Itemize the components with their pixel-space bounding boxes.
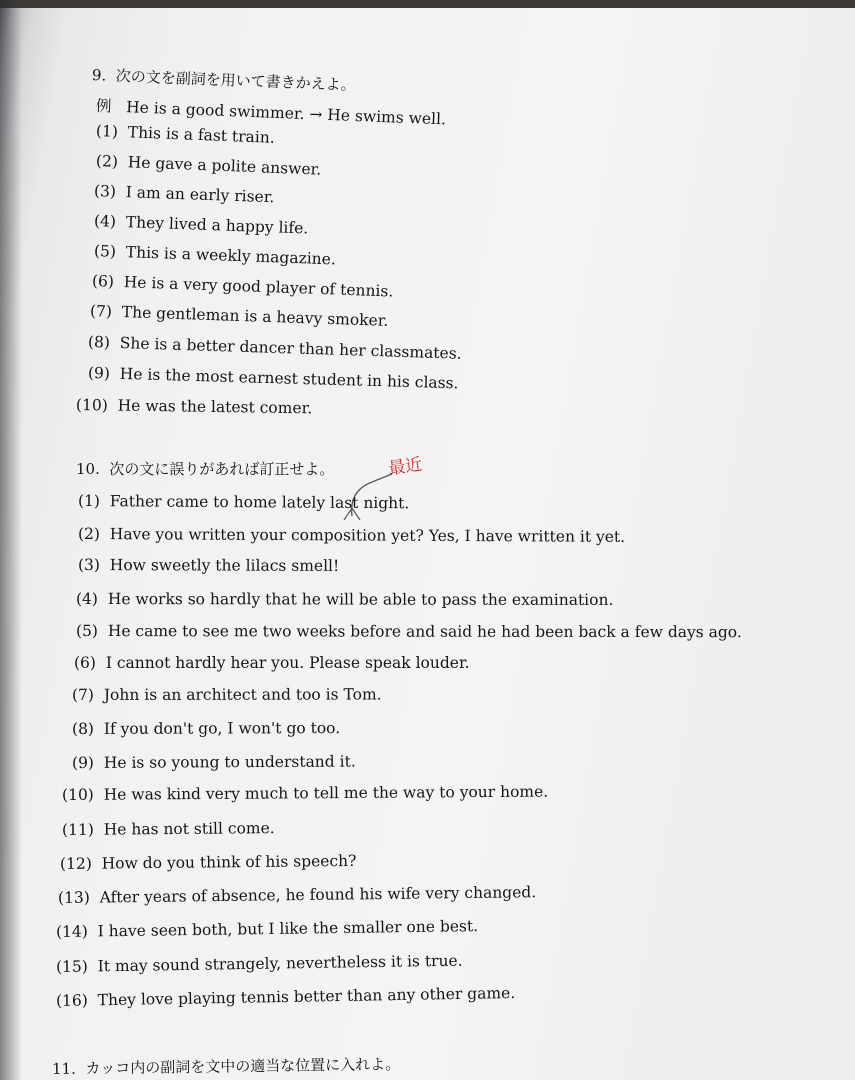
- section-10-item-3: [78, 556, 339, 575]
- item-text: He gave a polite answer.: [127, 153, 322, 179]
- item-text: If you don't go, I won't go too.: [103, 719, 341, 738]
- item-text: How sweetly the lilacs smell!: [109, 556, 340, 575]
- item-number: (1): [95, 122, 119, 141]
- item-text: I cannot hardly hear you. Please speak louder.: [105, 654, 470, 672]
- section-10-item-10: [62, 783, 548, 804]
- section-10-item-5: [76, 622, 742, 641]
- section-9-instruction: 次の文を副詞を用いて書きかえよ。: [115, 66, 357, 95]
- section-11-instruction: カッコ内の副詞を文中の適当な位置に入れよ。: [85, 1055, 401, 1078]
- item-text: He is so young to understand it.: [103, 752, 356, 772]
- item-text: He works so hardly that he will be able to pass the examination.: [107, 590, 614, 609]
- item-number: (8): [87, 333, 111, 352]
- handwritten-correction: 最近: [387, 454, 424, 480]
- item-text: He is a very good player of tennis.: [123, 273, 394, 301]
- item-number: (9): [71, 753, 95, 772]
- item-number: (2): [95, 152, 119, 171]
- item-number: (10): [61, 785, 94, 804]
- section-10-item-1: [78, 492, 409, 512]
- item-number: (6): [74, 654, 96, 672]
- item-number: (5): [75, 622, 98, 641]
- section-10-item-2: [78, 525, 625, 546]
- item-number: (7): [71, 685, 94, 704]
- item-number: (4): [75, 590, 98, 609]
- item-text: He was kind very much to tell me the way to your home.: [103, 782, 549, 804]
- item-number: (8): [71, 719, 95, 738]
- item-number: (10): [75, 396, 108, 415]
- section-11-number: 11.: [51, 1059, 76, 1078]
- item-number: (1): [77, 492, 101, 511]
- item-number: (14): [55, 922, 88, 941]
- item-number: (15): [55, 957, 88, 976]
- item-number: (6): [91, 272, 115, 291]
- item-number: (2): [77, 525, 101, 544]
- item-text: I am an early riser.: [125, 183, 275, 207]
- item-number: (5): [93, 242, 117, 261]
- item-text: He is the most earnest student in his class.: [119, 364, 459, 393]
- section-10-instruction: 次の文に誤りがあれば訂正せよ。: [109, 460, 335, 478]
- section-10-item-6: [74, 654, 470, 672]
- item-text: They lived a happy life.: [125, 213, 309, 238]
- item-number: (13): [57, 888, 90, 907]
- item-text: This is a fast train.: [127, 123, 276, 147]
- item-number: (11): [61, 820, 94, 839]
- item-number: (4): [93, 212, 117, 231]
- item-number: (9): [87, 364, 111, 383]
- item-text: How do you think of his speech?: [101, 851, 357, 873]
- item-text: The gentleman is a heavy smoker.: [121, 303, 389, 330]
- item-number: (3): [77, 556, 101, 575]
- section-9-number: 9.: [91, 66, 107, 85]
- section-10-item-4: [76, 590, 613, 609]
- item-text: She is a better dancer than her classmates.: [119, 334, 462, 363]
- item-text: After years of absence, he found his wife very changed.: [99, 883, 537, 907]
- example-text: He is a good swimmer. → He swims well.: [125, 98, 447, 129]
- section-10-item-12: [60, 852, 357, 873]
- example-label: 例: [95, 97, 112, 116]
- item-text: Have you written your composition yet? Yes, I have written it yet.: [109, 525, 626, 546]
- item-text: Father came to home lately last night.: [109, 492, 410, 513]
- section-10-number: 10.: [76, 460, 100, 478]
- item-text: This is a weekly magazine.: [125, 243, 337, 269]
- item-text: He came to see me two weeks before and said he had been back a few days ago.: [107, 622, 742, 642]
- item-text: I have seen both, but I like the smaller one best.: [97, 917, 479, 941]
- section-10-item-9: [72, 753, 356, 772]
- item-text: It may sound strangely, nevertheless it is true.: [97, 951, 463, 976]
- item-text: He was the latest comer.: [117, 396, 313, 418]
- section-10-item-8: [72, 719, 340, 738]
- item-text: They love playing tennis better than any other game.: [97, 983, 516, 1010]
- item-number: (16): [55, 991, 88, 1010]
- item-number: (12): [59, 854, 92, 873]
- section-10-item-11: [62, 819, 275, 839]
- item-text: John is an architect and too is Tom.: [103, 685, 382, 704]
- section-10-item-7: [72, 685, 382, 704]
- item-text: He has not still come.: [103, 819, 275, 839]
- item-number: (3): [93, 182, 117, 201]
- item-number: (7): [89, 302, 113, 321]
